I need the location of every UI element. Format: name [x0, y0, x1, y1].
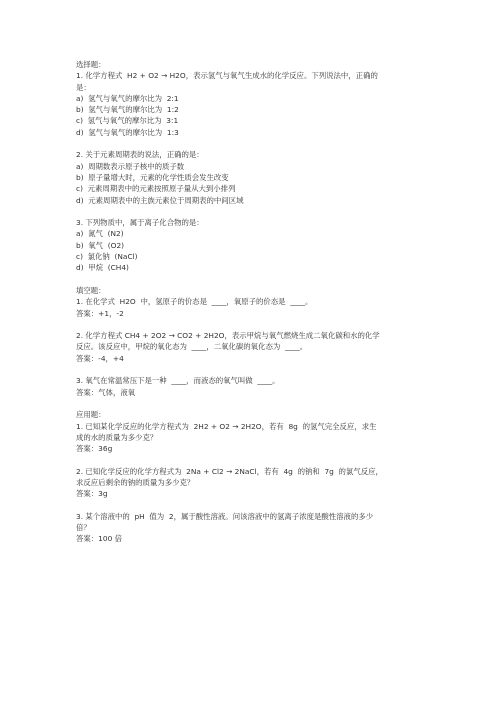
- answer-text: 答案：100 倍: [76, 534, 123, 544]
- blank-line: [76, 398, 436, 409]
- blank-line: [76, 454, 436, 465]
- section-title: 选择题：: [76, 60, 106, 69]
- option-item: d) 甲烷 (CH4): [76, 263, 129, 273]
- answer-text: 答案：气体，液氧: [76, 387, 136, 397]
- question-text: 2. 已知化学反应的化学方程式为 2Na + Cl2 → 2NaCl，若有 4g 的钠和 7g 的氯气反应，: [76, 466, 383, 476]
- option-item: b) 氧气 (O2): [76, 240, 125, 250]
- question-text: 反应。该反应中，甲烷的氧化态为 ____，二氧化碳的氧化态为 ____。: [76, 342, 308, 352]
- question-text: 是：: [76, 82, 91, 92]
- question-text: 1. 已知某化学反应的化学方程式为 2H2 + O2 → 2H2O，若有 8g 的氢气完全反应，求生: [76, 421, 377, 431]
- question-text: 成的水的质量为多少克？: [76, 432, 158, 442]
- blank-line: [76, 274, 436, 285]
- blank-line: [76, 206, 436, 217]
- option-item: b) 氢气与氧气的摩尔比为 1:2: [76, 105, 179, 115]
- answer-text: 答案：+1，-2: [76, 308, 124, 318]
- question-text: 3. 某个溶液中的 pH 值为 2，属于酸性溶液。问该溶液中的氢离子浓度是酸性溶液的多少: [76, 511, 374, 521]
- blank-line: [76, 500, 436, 511]
- option-item: a) 周期数表示原子核中的质子数: [76, 161, 185, 171]
- option-item: a) 氮气 (N2): [76, 229, 124, 239]
- question-text: 3. 氧气在常温常压下是一种 ____，而液态的氧气叫做 ____。: [76, 376, 280, 386]
- option-item: a) 氢气与氧气的摩尔比为 2:1: [76, 93, 179, 103]
- question-text: 1. 化学方程式 H2 + O2 → H2O，表示氢气与氧气生成水的化学反应。下列说法中，正确的: [76, 71, 378, 81]
- option-item: c) 元素周期表中的元素按照原子量从大到小排列: [76, 184, 236, 194]
- option-item: d) 氢气与氧气的摩尔比为 1:3: [76, 127, 179, 137]
- question-text: 倍？: [76, 523, 91, 533]
- blank-line: [76, 319, 436, 330]
- blank-line: [76, 364, 436, 375]
- document-body: [76, 59, 436, 545]
- blank-line: [76, 138, 436, 149]
- question-text: 3. 下列物质中，属于离子化合物的是：: [76, 218, 204, 228]
- answer-text: 答案：-4，+4: [76, 353, 124, 363]
- option-item: c) 氯化钠 (NaCl): [76, 252, 138, 262]
- section-title: 应用题：: [76, 410, 106, 420]
- question-text: 1. 在化学式 H2O 中，氢原子的价态是 ____，氧原子的价态是 ____。: [76, 297, 313, 307]
- question-text: 2. 关于元素周期表的说法，正确的是：: [76, 150, 204, 160]
- question-text: 2. 化学方程式 CH4 + 2O2 → CO2 + 2H2O，表示甲烷与氧气燃烧生成二氧化碳和水的化学: [76, 331, 380, 341]
- answer-text: 答案：3g: [76, 489, 108, 499]
- option-item: b) 原子量增大时，元素的化学性质会发生改变: [76, 172, 229, 182]
- section-title: 填空题：: [76, 285, 106, 295]
- option-item: d) 元素周期表中的主族元素位于周期表的中间区域: [76, 195, 244, 205]
- option-item: c) 氢气与氧气的摩尔比为 3:1: [76, 116, 179, 126]
- answer-text: 答案：36g: [76, 444, 113, 454]
- question-text: 求反应后剩余的钠的质量为多少克？: [76, 477, 195, 487]
